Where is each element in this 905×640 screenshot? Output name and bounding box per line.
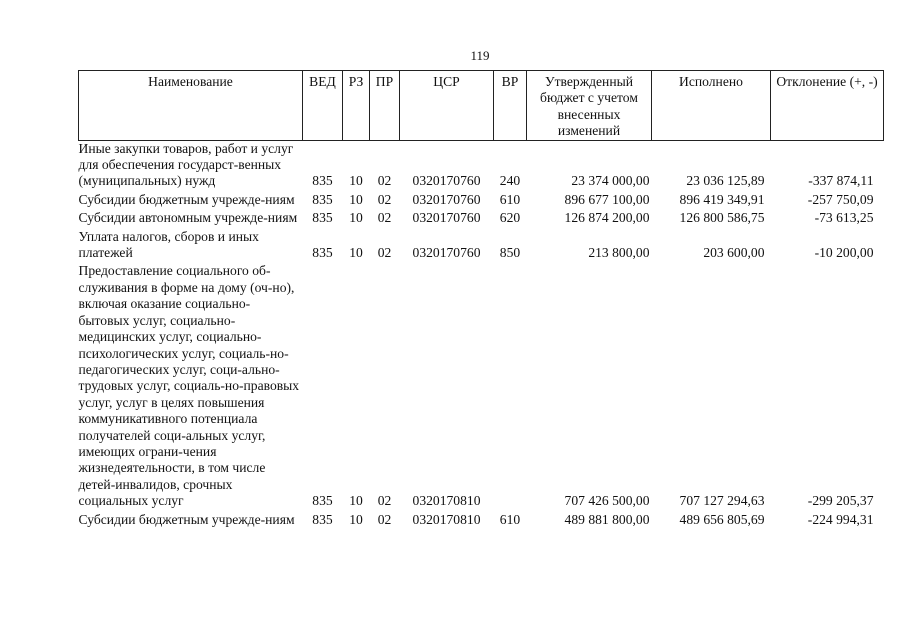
row-executed: 707 127 294,63 (679, 493, 765, 509)
table-row (79, 263, 884, 511)
row-vr (494, 263, 527, 511)
row-csr: 0320170760 (412, 173, 481, 189)
row-executed: 896 419 349,91 (679, 191, 765, 207)
row-ved: 835 (312, 245, 333, 261)
row-rz: 10 (349, 210, 363, 226)
row-vr: 620 (499, 210, 521, 226)
row-approved: 896 677 100,00 (564, 191, 650, 207)
row-rz: 10 (349, 511, 363, 527)
header-csr: ЦСР (400, 71, 494, 141)
budget-table (78, 70, 884, 530)
table-header-row (79, 71, 884, 141)
row-deviation: -257 750,09 (807, 191, 874, 207)
header-executed: Исполнено (652, 71, 771, 141)
row-deviation: -337 874,11 (808, 173, 874, 189)
table-row (79, 512, 884, 530)
row-ved: 835 (312, 210, 333, 226)
row-approved: 126 874 200,00 (564, 210, 650, 226)
row-approved: 23 374 000,00 (571, 173, 650, 189)
row-executed: 489 656 805,69 (679, 511, 765, 527)
row-csr: 0320170810 (412, 511, 481, 527)
row-pr: 02 (377, 173, 392, 189)
row-pr: 02 (377, 245, 392, 261)
row-rz: 10 (349, 191, 363, 207)
row-csr: 0320170760 (412, 210, 481, 226)
row-rz: 10 (349, 173, 363, 189)
row-csr: 0320170760 (412, 191, 481, 207)
row-csr: 0320170810 (412, 493, 481, 509)
row-vr: 850 (499, 245, 521, 261)
header-vr: ВР (494, 71, 527, 141)
header-approved: Утвержденный бюджет с учетом внесенных изменений (527, 71, 652, 141)
row-pr: 02 (377, 511, 392, 527)
row-approved: 489 881 800,00 (564, 511, 650, 527)
row-executed: 203 600,00 (703, 245, 765, 261)
row-pr: 02 (377, 210, 392, 226)
row-name: Уплата налогов, сборов и иных платежей (78, 228, 259, 261)
row-name: Иные закупки товаров, работ и услуг для обеспечения государст-венных (муниципальных) нужд (78, 140, 294, 189)
row-vr: 610 (499, 511, 521, 527)
header-name: Наименование (79, 71, 303, 141)
row-pr: 02 (377, 191, 392, 207)
row-approved: 707 426 500,00 (564, 493, 650, 509)
row-csr: 0320170760 (412, 245, 481, 261)
row-deviation: -10 200,00 (814, 245, 874, 261)
row-pr: 02 (377, 493, 392, 509)
row-ved: 835 (312, 191, 333, 207)
table-row (79, 210, 884, 228)
header-pr: ПР (370, 71, 400, 141)
table-row (79, 140, 884, 192)
row-deviation: -224 994,31 (807, 511, 874, 527)
row-rz: 10 (349, 493, 363, 509)
row-ved: 835 (312, 493, 333, 509)
row-executed: 23 036 125,89 (686, 173, 765, 189)
row-approved: 213 800,00 (588, 245, 650, 261)
header-ved: ВЕД (303, 71, 343, 141)
table-row (79, 229, 884, 264)
header-rz: РЗ (343, 71, 370, 141)
row-name: Субсидии бюджетным учрежде-ниям (78, 511, 295, 527)
row-deviation: -299 205,37 (807, 493, 874, 509)
row-deviation: -73 613,25 (814, 210, 874, 226)
row-ved: 835 (312, 173, 333, 189)
row-ved: 835 (312, 511, 333, 527)
row-rz: 10 (349, 245, 363, 261)
page-number: 119 (470, 48, 490, 63)
row-name: Субсидии автономным учрежде-ниям (78, 210, 298, 226)
row-vr: 240 (499, 173, 521, 189)
header-deviation: Отклонение (+, -) (771, 71, 884, 141)
row-vr: 610 (499, 191, 521, 207)
row-executed: 126 800 586,75 (679, 210, 765, 226)
row-name: Субсидии бюджетным учрежде-ниям (78, 191, 295, 207)
table-row (79, 192, 884, 210)
row-name: Предоставление социального об-служивания в форме на дому (оч-но), включая оказание социально-бытовых услуг, социально-медицинских услуг, социально-психологических услуг, социаль-но-педагогических услуг, соци-ально-трудовых услуг, социаль-но-правовых услуг, услуг в целях повышения коммуникативного потенциала получателей соци-альных услуг, имеющих ограни-чения жизнедеятельности, в том числе детей-инвалидов, срочных социальных услуг (78, 263, 300, 509)
